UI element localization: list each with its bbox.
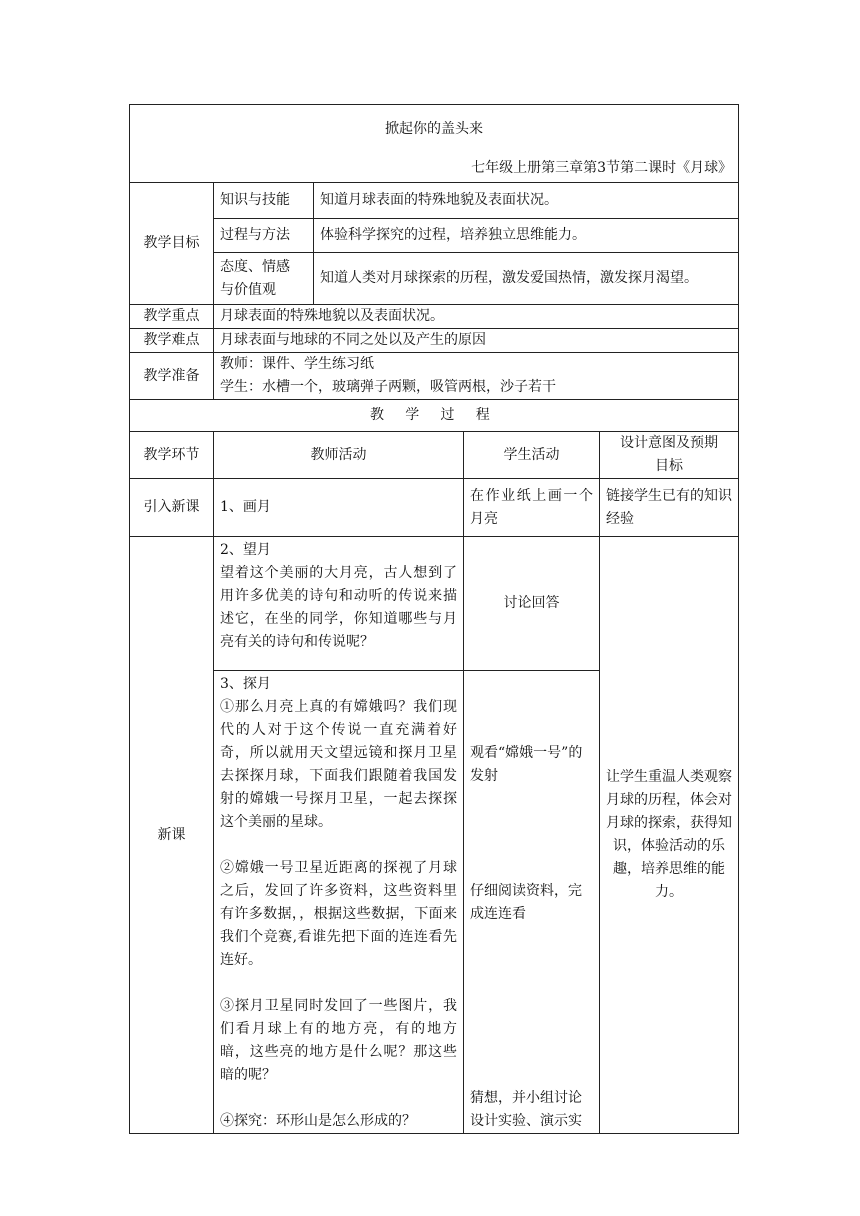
- part2-heading: 2、望月: [220, 542, 271, 558]
- part3-paragraph-3: ③探月卫星同时发回了一些图片，我们看月球上有的地方亮，有的地方暗，这些亮的地方是什么呢？那这些暗的呢？: [220, 998, 457, 1083]
- preparation-label: 教学准备: [130, 353, 214, 400]
- preparation-content: [214, 353, 739, 400]
- part3-paragraph-4: ④探究：环形山是怎么形成的？: [220, 1113, 416, 1129]
- column-header-student: 学生活动: [464, 432, 600, 479]
- part3-student-3: 猜想，并小组讨论设计实验、演示实: [470, 1090, 582, 1129]
- part3-heading: 3、探月: [220, 676, 271, 692]
- part3-paragraph-1: ①那么月亮上真的有嫦娥吗？我们现代的人对于这个传说一直充满着好奇，所以就用天文望远镜和探月卫星去探探月球，下面我们跟随着我国发射的嫦娥一号探月卫星，一起去探探这个美丽的星球。: [220, 699, 457, 830]
- part2-teacher: [214, 537, 464, 671]
- intro-teacher: 1、画月: [214, 479, 464, 537]
- column-header-teacher: 教师活动: [214, 432, 464, 479]
- lesson-plan-table: [129, 104, 739, 1134]
- objective-content-process: 体验科学探究的过程，培养独立思维能力。: [314, 219, 739, 253]
- part3-student: [464, 671, 600, 1134]
- intro-design: 链接学生已有的知识经验: [600, 479, 739, 537]
- column-header-stage: 教学环节: [130, 432, 214, 479]
- difficulty-label: 教学难点: [130, 329, 214, 353]
- objective-name-attitude-line2: 与价值观: [220, 281, 276, 298]
- difficulty-content: 月球表面与地球的不同之处以及产生的原因: [214, 329, 739, 353]
- intro-stage: 引入新课: [130, 479, 214, 537]
- key-point-content: 月球表面的特殊地貌以及表面状况。: [214, 305, 739, 329]
- objective-name-knowledge: 知识与技能: [214, 183, 314, 219]
- new-lesson-design: 让学生重温人类观察月球的历程，体会对月球的探索，获得知识，体验活动的乐趣，培养思维的能力。: [600, 537, 739, 1134]
- lesson-subtitle: 七年级上册第三章第3节第二课时《月球》: [130, 155, 739, 183]
- key-point-label: 教学重点: [130, 305, 214, 329]
- lesson-plan-sheet: [129, 104, 738, 1134]
- process-heading: 教 学 过 程: [130, 400, 739, 432]
- objectives-label: 教学目标: [130, 183, 214, 305]
- part3-teacher: [214, 671, 464, 1134]
- objective-name-process: 过程与方法: [214, 219, 314, 253]
- part3-student-1: 观看“嫦娥一号”的发射: [470, 745, 583, 784]
- part3-paragraph-2: ②嫦娥一号卫星近距离的探视了月球之后，发回了许多资料，这些资料里有许多数据，，根据这些数据，下面来我们个竞赛,看谁先把下面的连连看先连好。: [220, 860, 457, 968]
- objective-content-attitude: 知道人类对月球探索的历程，激发爱国热情，激发探月渴望。: [314, 253, 739, 305]
- objective-content-knowledge: 知道月球表面的特殊地貌及表面状况。: [314, 183, 739, 219]
- preparation-student: 学生：水槽一个，玻璃弹子两颗，吸管两根，沙子若干: [220, 379, 556, 395]
- part2-text: 望着这个美丽的大月亮，古人想到了用许多优美的诗句和动听的传说来描述它，在坐的同学，你知道哪些与月亮有关的诗句和传说呢？: [220, 565, 457, 650]
- page-title: 掀起你的盖头来: [130, 105, 739, 155]
- preparation-teacher: 教师：课件、学生练习纸: [220, 356, 374, 372]
- objective-name-attitude: [214, 253, 314, 305]
- column-header-design-line2: 目标: [655, 458, 684, 474]
- part3-student-2: 仔细阅读资料，完成连连看: [470, 883, 582, 922]
- new-lesson-stage: 新课: [130, 537, 214, 1134]
- objective-name-attitude-line1: 态度、情感: [220, 258, 290, 275]
- column-header-design-line1: 设计意图及预期: [620, 435, 719, 451]
- intro-student: 在作业纸上画一个月亮: [464, 479, 600, 537]
- part2-student: 讨论回答: [464, 537, 600, 671]
- column-header-design: [600, 432, 739, 479]
